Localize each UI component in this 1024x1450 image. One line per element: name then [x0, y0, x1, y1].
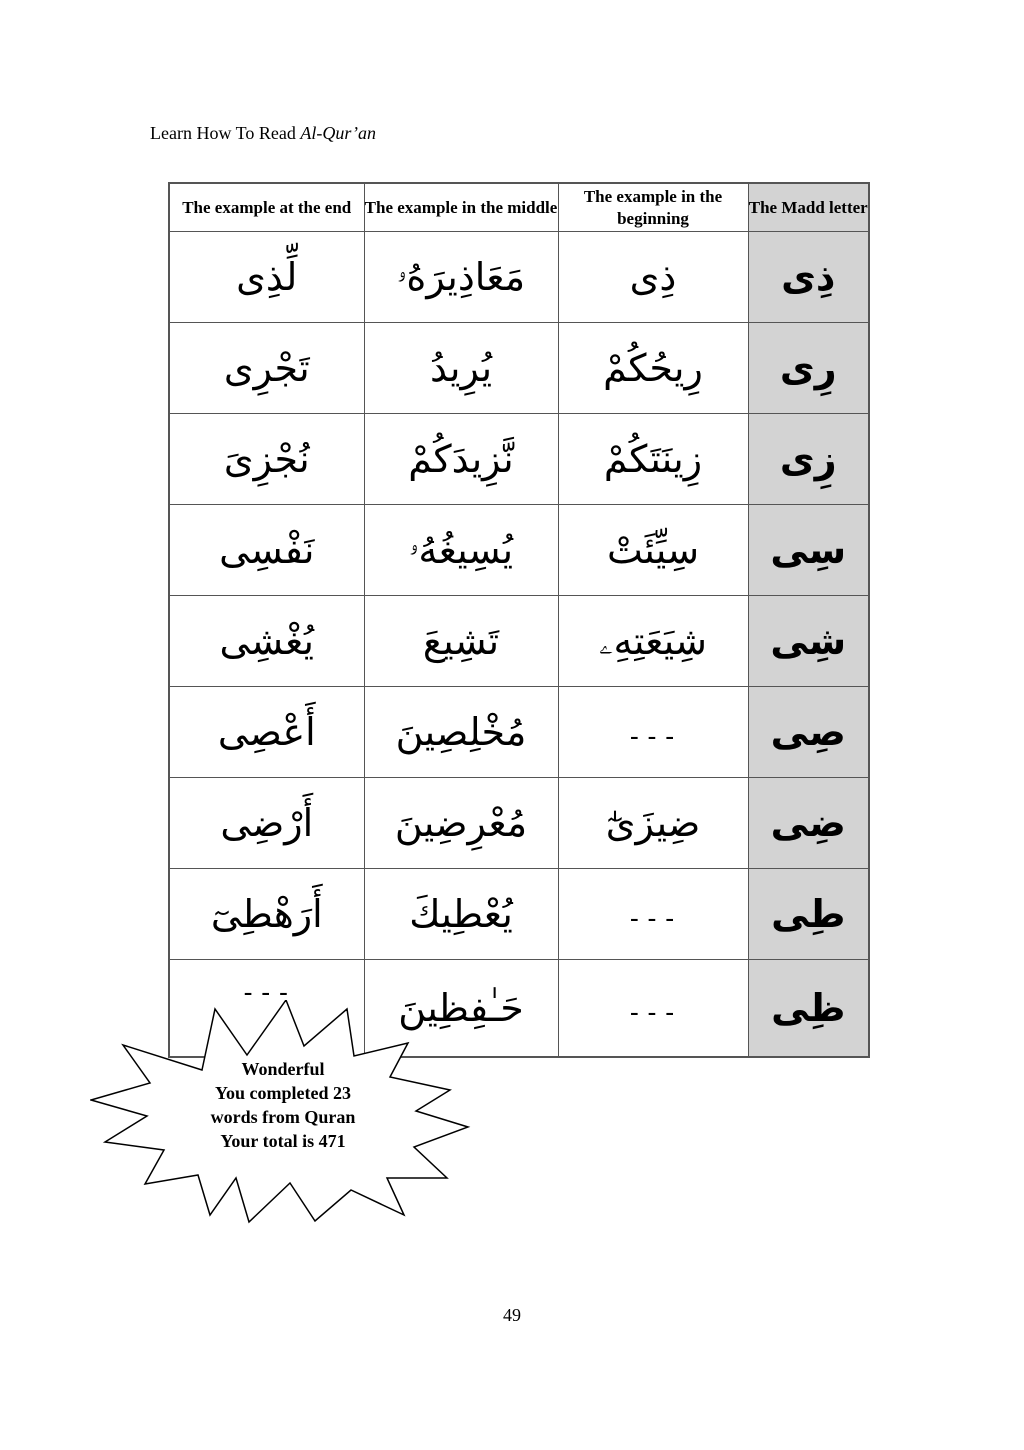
arabic-word: تَجْرِى [223, 346, 310, 390]
cell-end [169, 232, 364, 323]
arabic-word: ذِى [629, 255, 677, 299]
empty-dash: --- [626, 998, 680, 1028]
madd-letter: سِى [770, 528, 847, 572]
cell-middle [364, 414, 558, 505]
madd-table [168, 182, 870, 1058]
cell-beginning [558, 323, 748, 414]
arabic-word: تَشِيعَ [422, 619, 500, 663]
cell-middle [364, 596, 558, 687]
cell-madd-letter [748, 960, 869, 1058]
cell-middle [364, 687, 558, 778]
cell-madd-letter [748, 778, 869, 869]
col-header-madd-letter: The Madd letter [748, 183, 869, 232]
cell-beginning [558, 869, 748, 960]
cell-madd-letter [748, 687, 869, 778]
madd-letter: ضِى [770, 801, 846, 845]
arabic-word: يُسِيغُهُۥ [408, 527, 514, 572]
arabic-word: نَّزِيدَكُمْ [408, 437, 514, 481]
cell-middle [364, 869, 558, 960]
table-row [169, 869, 869, 960]
madd-letter: ذِى [781, 255, 836, 299]
cell-end [169, 323, 364, 414]
cell-end [169, 778, 364, 869]
cell-beginning [558, 778, 748, 869]
callout-text [178, 1057, 388, 1153]
callout-line: Your total is 471 [220, 1131, 346, 1151]
cell-beginning [558, 960, 748, 1058]
cell-end [169, 505, 364, 596]
empty-dash: --- [626, 722, 680, 752]
arabic-word: أَرْضِى [220, 801, 314, 845]
madd-letter: ظِى [771, 986, 846, 1030]
arabic-word: حَـٰفِظِينَ [398, 986, 524, 1030]
arabic-word: مُخْلِصِينَ [395, 710, 527, 754]
cell-madd-letter [748, 869, 869, 960]
arabic-word: نُجْزِىَ [223, 437, 310, 481]
madd-letter: طِى [771, 892, 846, 936]
cell-middle [364, 778, 558, 869]
cell-end [169, 869, 364, 960]
table-header-row [169, 183, 869, 232]
header-prefix: Learn How To Read [150, 123, 301, 143]
page-number: 49 [503, 1305, 521, 1325]
table-row [169, 414, 869, 505]
arabic-word: مُعْرِضِينَ [394, 801, 528, 845]
cell-beginning [558, 596, 748, 687]
cell-end [169, 687, 364, 778]
cell-end [169, 414, 364, 505]
table-row [169, 232, 869, 323]
arabic-word: شِيَعَتِهِۦ [599, 618, 707, 663]
arabic-word: مَعَاذِيرَهُۥ [396, 254, 526, 299]
cell-madd-letter [748, 596, 869, 687]
cell-beginning [558, 687, 748, 778]
header-italic: Al-Qur’an [300, 123, 377, 143]
col-header-beginning: The example in the beginning [558, 183, 748, 232]
arabic-word: ضِيزَىٰٓ [605, 801, 701, 845]
col-header-middle: The example in the middle [364, 183, 558, 232]
table-row [169, 596, 869, 687]
cell-madd-letter [748, 232, 869, 323]
col-header-end: The example at the end [169, 183, 364, 232]
arabic-word: أَعْصِى [217, 710, 316, 754]
callout-line: Wonderful [241, 1059, 325, 1079]
empty-dash: --- [240, 978, 294, 1008]
callout-line: You completed 23 [215, 1083, 351, 1103]
madd-letter: صِى [770, 710, 846, 754]
arabic-word: لِّذِى [236, 255, 298, 299]
madd-letter: شِى [770, 619, 847, 663]
cell-madd-letter [748, 323, 869, 414]
table-row [169, 505, 869, 596]
cell-beginning [558, 232, 748, 323]
cell-middle [364, 323, 558, 414]
cell-beginning [558, 505, 748, 596]
arabic-word: يُغْشِى [219, 619, 314, 663]
cell-madd-letter [748, 505, 869, 596]
cell-beginning [558, 414, 748, 505]
table-row [169, 323, 869, 414]
table-row [169, 778, 869, 869]
arabic-word: نَفْسِى [219, 528, 315, 572]
arabic-word: يُعْطِيكَ [409, 892, 513, 936]
arabic-word: أَرَهْطِىٓ [210, 892, 323, 936]
table-row [169, 687, 869, 778]
callout-line: words from Quran [210, 1107, 356, 1127]
arabic-word: رِيحُكُمْ [603, 346, 703, 390]
madd-letter: زِى [779, 437, 837, 481]
cell-end [169, 596, 364, 687]
running-header [150, 123, 376, 144]
cell-madd-letter [748, 414, 869, 505]
arabic-word: زِينَتَكُمْ [603, 437, 703, 481]
arabic-word: سِيِّئَتْ [606, 528, 700, 572]
empty-dash: --- [626, 904, 680, 934]
cell-middle [364, 232, 558, 323]
arabic-word: يُرِيدُ [429, 346, 493, 390]
madd-letter: رِى [779, 346, 837, 390]
cell-middle [364, 505, 558, 596]
